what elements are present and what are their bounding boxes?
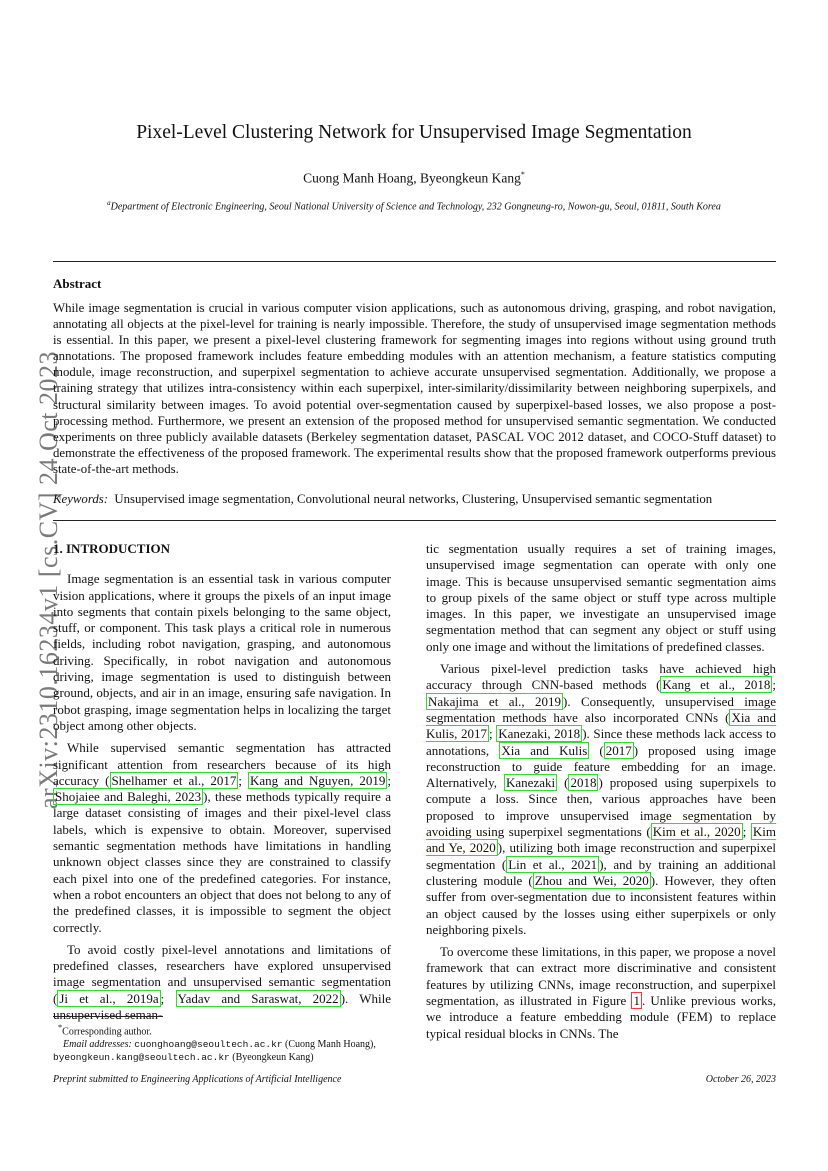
footnote-divider bbox=[53, 1016, 163, 1017]
citation-link[interactable]: Nakajima et al., 2019 bbox=[428, 693, 561, 709]
email-owner: (Byeongkeun Kang) bbox=[232, 1052, 314, 1064]
paper-title: Pixel-Level Clustering Network for Unsupervised Image Segmentation bbox=[136, 122, 692, 143]
intro-paragraph-5 bbox=[426, 661, 776, 938]
arxiv-identifier: arXiv:2310.16234v1 [cs.CV] 24 Oct 2023 bbox=[34, 350, 63, 810]
affiliation-text: Department of Electronic Engineering, Seoul National University of Science and Technology, 232 Gongneung-ro, Nowon-gu, Seoul, 01811, South Korea bbox=[110, 201, 721, 213]
citation-link[interactable]: 2017 bbox=[605, 742, 632, 758]
paragraph-text: ). While unsupervised seman- bbox=[53, 990, 391, 1023]
paragraph-text: ). Since these methods lack access to annotations, bbox=[426, 726, 776, 758]
paragraph-text: Various pixel-level prediction tasks have achieved high accuracy through CNN-based methods ( bbox=[426, 661, 776, 693]
paragraph-text: ) proposed using image reconstruction to guide feature embedding for an image. Alternatively, bbox=[426, 742, 776, 791]
paragraph-text: tic segmentation usually requires a set of training images, unsupervised image segmentation can operate with only one image. This is because unsupervised semantic segmentation aims to group pixels of the same object or stuff type across multiple images. In this paper, we investigate an unsupervised image segmentation method that can segment any object or stuff using only one image and without the limitations of predefined classes. bbox=[426, 541, 776, 654]
citation-link[interactable]: Kang and Nguyen, 2019 bbox=[250, 772, 386, 788]
affiliation-mark: a bbox=[107, 199, 111, 207]
left-column bbox=[53, 541, 391, 1029]
paragraph-text: ( bbox=[557, 775, 569, 791]
paragraph-text: ; bbox=[238, 772, 249, 788]
corresponding-author-mark[interactable]: * bbox=[520, 170, 525, 179]
author-names: Cuong Manh Hoang, Byeongkeun Kang bbox=[303, 170, 521, 186]
paragraph-text: ). Consequently, unsupervised image segmentation methods have also incorporated CNNs ( bbox=[426, 693, 776, 725]
paragraph-text: ), utilizing both image reconstruction and superpixel segmentation ( bbox=[426, 840, 776, 872]
intro-paragraph-1 bbox=[53, 571, 391, 734]
paragraph-text: ; bbox=[489, 726, 497, 742]
keywords-label: Keywords: bbox=[53, 492, 108, 506]
paragraph-text: Image segmentation is an essential task in various computer vision applications, where it groups the pixels of an input image into segments that contain pixels belonging to the same object, stuff, or component. This task plays a critical role in numerous fields, including robot navigation, grasping, and autonomous driving. Specifically, in robot navigation and autonomous driving, image segmentation is used to distinguish between ground, objects, and air in an image, ensuring safe navigation. In robot grasping, image segmentation helps in localizing the target object among other objects. bbox=[53, 571, 391, 733]
paragraph-text: ; bbox=[387, 772, 391, 788]
citation-link[interactable]: 2018 bbox=[570, 775, 597, 791]
paragraph-text: ; bbox=[772, 677, 776, 693]
citation-link[interactable]: Xia and Kulis, 2017 bbox=[426, 709, 776, 742]
citation-link[interactable]: Kim et al., 2020 bbox=[652, 824, 741, 840]
footnote-corresponding bbox=[53, 1021, 391, 1038]
section-heading-introduction: 1. INTRODUCTION bbox=[53, 541, 171, 556]
figure-reference-link[interactable]: 1 bbox=[633, 993, 640, 1009]
citation-link[interactable]: Kang et al., 2018 bbox=[662, 677, 771, 693]
intro-paragraph-3 bbox=[53, 942, 391, 1023]
paragraph-text: ( bbox=[589, 742, 604, 758]
affiliation-line bbox=[0, 199, 828, 212]
footnote-corresponding-text: Corresponding author. bbox=[62, 1026, 152, 1038]
citation-link[interactable]: Kim and Ye, 2020 bbox=[426, 824, 776, 856]
paragraph-text: While supervised semantic segmentation has attracted significant attention from researchers because of its high accuracy ( bbox=[53, 740, 391, 788]
citation-link[interactable]: Lin et al., 2021 bbox=[508, 856, 598, 872]
paragraph-text: ; bbox=[742, 824, 751, 840]
footer-preprint-note: Preprint submitted to Engineering Applications of Artificial Intelligence bbox=[53, 1074, 342, 1085]
email-owner: (Cuong Manh Hoang), bbox=[285, 1039, 376, 1051]
footer-date: October 26, 2023 bbox=[705, 1074, 776, 1085]
paragraph-text: To avoid costly pixel-level annotations and limitations of predefined classes, researchers have explored unsupervised image segmentation and unsupervised semantic segmentation ( bbox=[53, 941, 391, 1006]
citation-link[interactable]: Xia and Kulis bbox=[501, 742, 588, 758]
paragraph-text: ). However, they often suffer from over-segmentation due to inconsistent features within an object caused by the losses using either superpixels or only neighboring pixels. bbox=[426, 872, 776, 937]
intro-paragraph-6 bbox=[426, 944, 776, 1042]
abstract-divider bbox=[53, 520, 776, 521]
intro-paragraph-4 bbox=[426, 541, 776, 655]
footnote-emails bbox=[53, 1038, 391, 1064]
citation-link[interactable]: Zhou and Wei, 2020 bbox=[534, 872, 649, 888]
citation-link[interactable]: Kanezaki, 2018 bbox=[498, 726, 581, 742]
email-link[interactable]: cuonghoang@seoultech.ac.kr bbox=[134, 1039, 283, 1051]
right-column bbox=[426, 541, 776, 1048]
top-divider bbox=[53, 261, 776, 262]
abstract-body: While image segmentation is crucial in various computer vision applications, such as autonomous driving, grasping, and robot navigation, annotating all objects at the pixel-level for training is nearly impossible. Therefore, the study of unsupervised image segmentation methods is essential. In this paper, we present a pixel-level clustering framework for segmenting images into regions without using ground truth annotations. The proposed framework includes feature embedding modules with an attention mechanism, a feature statistics computing module, image reconstruction, and superpixel segmentation to achieve accurate unsupervised segmentation. Additionally, we propose a training strategy that utilizes intra-consistency within each superpixel, inter-similarity/dissimilarity between neighboring superpixels, and structural similarity between images. To avoid potential over-segmentation caused by superpixel-based losses, we also propose a post-processing method. Furthermore, we present an extension of the proposed method for unsupervised semantic segmentation. We conducted experiments on three publicly available datasets (Berkeley segmentation dataset, PASCAL VOC 2012 dataset, and COCO-Stuff dataset) to demonstrate the effectiveness of the proposed framework. The experimental results show that the proposed framework outperforms previous state-of-the-art methods. bbox=[53, 301, 776, 476]
intro-paragraph-2 bbox=[53, 740, 391, 936]
paragraph-text: . Unlike previous works, we introduce a feature embedding module (FEM) to replace typical residual blocks in CNNs. The bbox=[426, 993, 776, 1041]
footnote bbox=[53, 1021, 391, 1064]
paragraph-text: ), these methods typically require a large dataset consisting of images and their pixel-level class labels, which is expensive to obtain. Moreover, supervised semantic segmentation methods have limitations in handling unknown object classes since they are constrained to classify each pixel into one of the predefined categories. For instance, when a robot encounters an object that does not belong to any of the predefined classes, it is impossible to segment the object correctly. bbox=[53, 789, 391, 935]
citation-link[interactable]: Ji et al., 2019a bbox=[59, 990, 159, 1006]
footnote-mark: * bbox=[58, 1023, 63, 1032]
paragraph-text: ) proposed using superpixels to compute a loss. Since then, various approaches have been proposed to improve unsupervised image segmentation by avoiding using superpixel segmentations ( bbox=[426, 775, 776, 840]
email-label: Email addresses: bbox=[63, 1039, 132, 1051]
keywords-text: Unsupervised image segmentation, Convolutional neural networks, Clustering, Unsupervised semantic segmentation bbox=[114, 492, 713, 506]
email-link[interactable]: byeongkeun.kang@seoultech.ac.kr bbox=[53, 1052, 230, 1064]
keywords-line bbox=[53, 492, 776, 507]
paragraph-text: To overcome these limitations, in this paper, we propose a novel framework that can extract more discriminative and consistent features by utilizing CNNs, image reconstruction, and superpixel segmentation, as illustrated in Figure bbox=[426, 944, 776, 1009]
citation-link[interactable]: Shojaiee and Baleghi, 2023 bbox=[55, 789, 202, 805]
citation-link[interactable]: Yadav and Saraswat, 2022 bbox=[177, 990, 339, 1006]
citation-link[interactable]: Kanezaki bbox=[506, 775, 556, 791]
paragraph-text: ; bbox=[160, 990, 176, 1006]
paragraph-text: ), and by training an additional clustering module ( bbox=[426, 856, 776, 888]
abstract-heading: Abstract bbox=[53, 276, 102, 291]
author-line bbox=[0, 170, 828, 187]
citation-link[interactable]: Shelhamer et al., 2017 bbox=[111, 772, 237, 788]
